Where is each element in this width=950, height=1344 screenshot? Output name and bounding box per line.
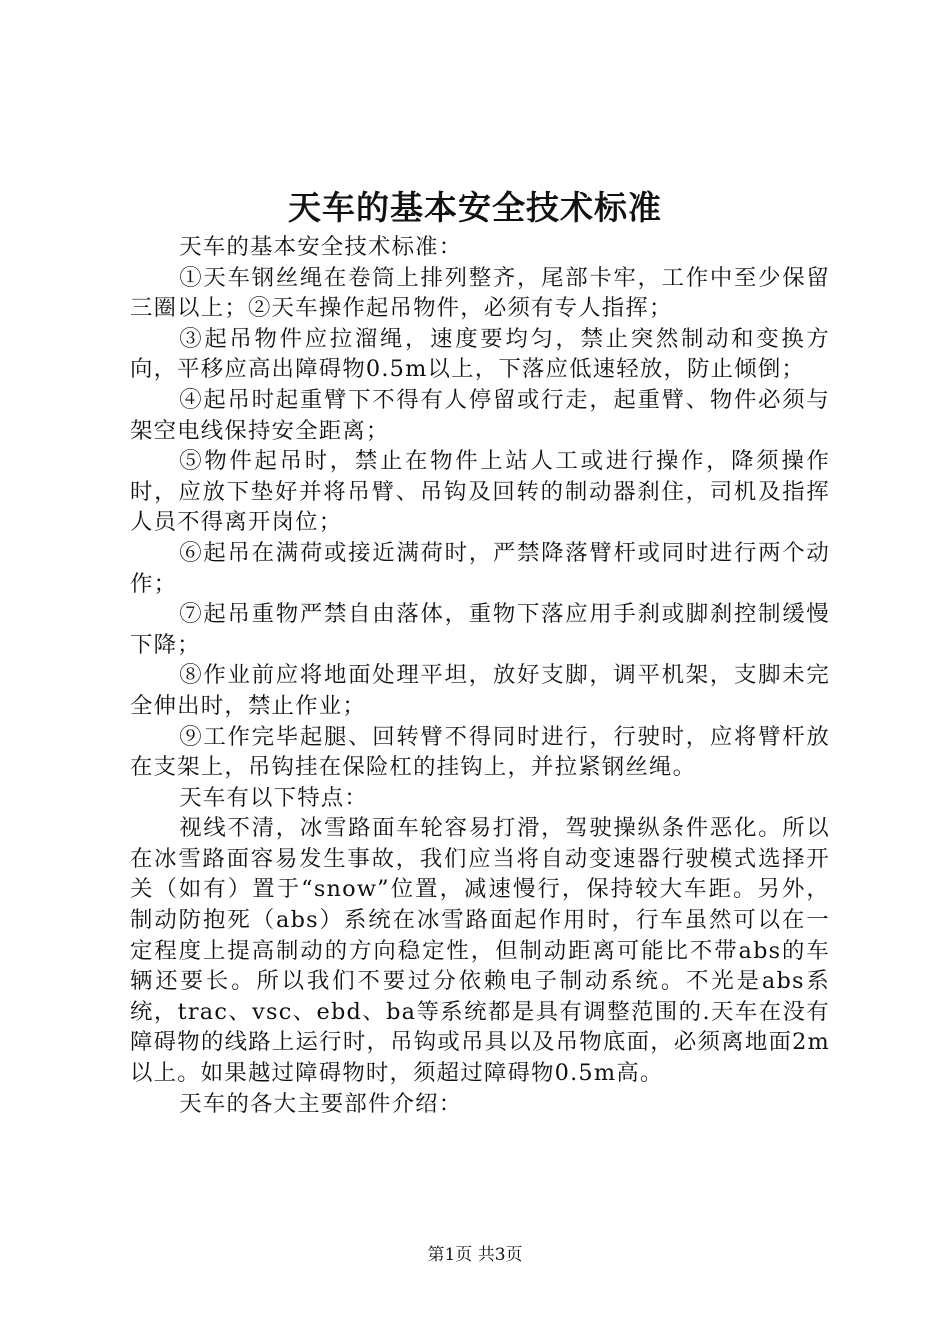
paragraph-rule-8: ⑧作业前应将地面处理平坦，放好支脚，调平机架，支脚未完全伸出时，禁止作业； (130, 662, 830, 719)
paragraph-components-heading: 天车的各大主要部件介绍： (179, 1090, 463, 1117)
paragraph-features-heading: 天车有以下特点： (179, 784, 368, 811)
paragraph-intro: 天车的基本安全技术标准： (179, 234, 463, 260)
document-title: 天车的基本安全技术标准 (288, 188, 662, 227)
paragraph-rule-5: ⑤物件起吊时，禁止在物件上站人工或进行操作，降须操作时，应放下垫好并将吊臂、吊钩及回转的制动器刹住，司机及指挥人员不得离开岗位； (130, 448, 830, 536)
document-body (130, 232, 830, 1119)
paragraph-rule-4: ④起吊时起重臂下不得有人停留或行走，起重臂、物件必须与架空电线保持安全距离； (130, 386, 830, 444)
paragraph-rule-7: ⑦起吊重物严禁自由落体，重物下落应用手刹或脚刹控制缓慢下降； (130, 601, 830, 658)
paragraph-rule-3: ③起吊物件应拉溜绳，速度要均匀，禁止突然制动和变换方向，平移应高出障碍物0.5m以上，下落应低速轻放，防止倾倒； (130, 325, 830, 383)
paragraph-rule-1-2: ①天车钢丝绳在卷筒上排列整齐，尾部卡牢，工作中至少保留三圈以上；②天车操作起吊物件，必须有专人指挥； (130, 264, 830, 322)
paragraph-rule-6: ⑥起吊在满荷或接近满荷时，严禁降落臂杆或同时进行两个动作； (130, 539, 830, 597)
paragraph-features: 视线不清，冰雪路面车轮容易打滑，驾驶操纵条件恶化。所以在冰雪路面容易发生事故，我们应当将自动变速器行驶模式选择开关（如有）置于“snow”位置，减速慢行，保持较大车距。另外，制动防抱死（abs）系统在冰雪路面起作用时，行车虽然可以在一定程度上提高制动的方向稳定性，但制动距离可能比不带abs的车辆还要长。所以我们不要过分依赖电子制动系统。不光是abs系统，trac、vsc、ebd、ba等系统都是具有调整范围的.天车在没有障碍物的线路上运行时，吊钩或吊具以及吊物底面，必须离地面2m以上。如果越过障碍物时，须超过障碍物0.5m高。 (130, 815, 830, 1087)
page-footer: 第1页 共3页 (427, 1245, 523, 1265)
paragraph-rule-9: ⑨工作完毕起腿、回转臂不得同时进行，行驶时，应将臂杆放在支架上，吊钩挂在保险杠的挂钩上，并拉紧钢丝绳。 (130, 723, 830, 781)
